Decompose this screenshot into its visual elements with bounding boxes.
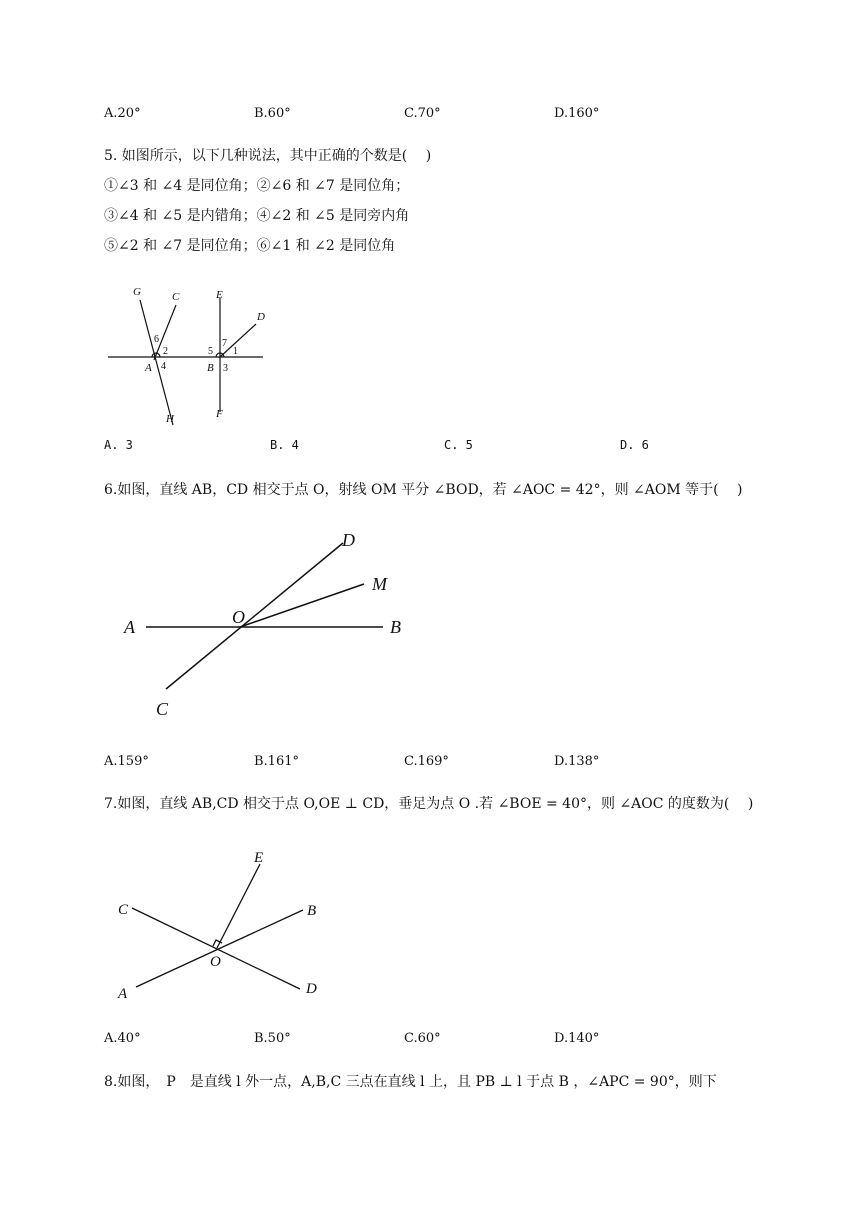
q7-figure — [110, 840, 340, 1010]
q5-option-d: D. 6 — [620, 438, 649, 452]
q5-option-c: C. 5 — [444, 438, 473, 452]
q5-angle-2: 2 — [163, 346, 168, 357]
q5-label-f: F — [216, 408, 223, 420]
q6-option-d: D.138° — [554, 754, 600, 769]
q7-label-e: E — [254, 850, 264, 866]
q6-label-m: M — [372, 574, 387, 594]
q6-option-b: B.161° — [254, 754, 299, 769]
q5-angle-3: 3 — [223, 363, 228, 374]
q5-figure — [100, 280, 280, 430]
q5-label-c: C — [172, 291, 180, 303]
q5-label-g: G — [133, 286, 141, 298]
q6-label-c: C — [156, 699, 169, 719]
q4-option-d: D.160° — [554, 106, 600, 121]
q7-label-d: D — [306, 981, 317, 997]
q5-label-h: H — [166, 413, 174, 425]
q6-label-d: D — [342, 530, 355, 550]
q7-option-a: A.40° — [104, 1031, 141, 1046]
q5-label-e: E — [216, 289, 223, 301]
q5-option-a: A. 3 — [104, 438, 133, 452]
q4-option-a: A.20° — [104, 106, 141, 121]
q5-statement-line-2: ③∠4 和 ∠5 是内错角；④∠2 和 ∠5 是同旁内角 — [104, 208, 410, 224]
q5-angle-4: 4 — [161, 361, 166, 372]
q7-label-a: A — [118, 986, 128, 1002]
q6-option-a: A.159° — [104, 754, 149, 769]
q7-label-b: B — [307, 903, 317, 919]
q5-angle-7: 7 — [222, 338, 227, 349]
q6-label-a: A — [124, 617, 135, 637]
q7-option-c: C.60° — [404, 1031, 441, 1046]
q7-option-b: B.50° — [254, 1031, 291, 1046]
q7-option-d: D.140° — [554, 1031, 600, 1046]
q6-figure — [110, 525, 430, 725]
q6-label-b: B — [390, 617, 401, 637]
q7-label-o: O — [210, 954, 221, 970]
q5-label-a: A — [145, 362, 152, 374]
q6-stem: 6.如图，直线 AB，CD 相交于点 O，射线 OM 平分 ∠BOD，若 ∠AOC = 42°，则 ∠AOM 等于( ) — [104, 482, 743, 498]
q6-option-c: C.169° — [404, 754, 449, 769]
q7-label-c: C — [118, 902, 129, 918]
q6-label-o: O — [232, 607, 245, 627]
q5-angle-5: 5 — [208, 346, 213, 357]
q4-option-b: B.60° — [254, 106, 291, 121]
q5-angle-1: 1 — [233, 346, 238, 357]
q5-label-d: D — [257, 311, 265, 323]
q5-label-b: B — [207, 362, 214, 374]
q5-stem: 5. 如图所示，以下几种说法，其中正确的个数是( ) — [104, 148, 432, 164]
q7-stem: 7.如图，直线 AB,CD 相交于点 O,OE ⊥ CD，垂足为点 O .若 ∠BOE = 40°，则 ∠AOC 的度数为( ) — [104, 796, 754, 812]
q4-option-c: C.70° — [404, 106, 441, 121]
q8-stem: 8.如图， P 是直线 l 外一点，A,B,C 三点在直线 l 上，且 PB ⊥ l 于点 B ，∠APC = 90°，则下 — [104, 1074, 717, 1090]
q5-statement-line-1: ①∠3 和 ∠4 是同位角；②∠6 和 ∠7 是同位角； — [104, 178, 410, 194]
q5-angle-6: 6 — [154, 334, 159, 345]
q5-option-b: B. 4 — [270, 438, 299, 452]
q5-statement-line-3: ⑤∠2 和 ∠7 是同位角；⑥∠1 和 ∠2 是同位角 — [104, 238, 396, 254]
